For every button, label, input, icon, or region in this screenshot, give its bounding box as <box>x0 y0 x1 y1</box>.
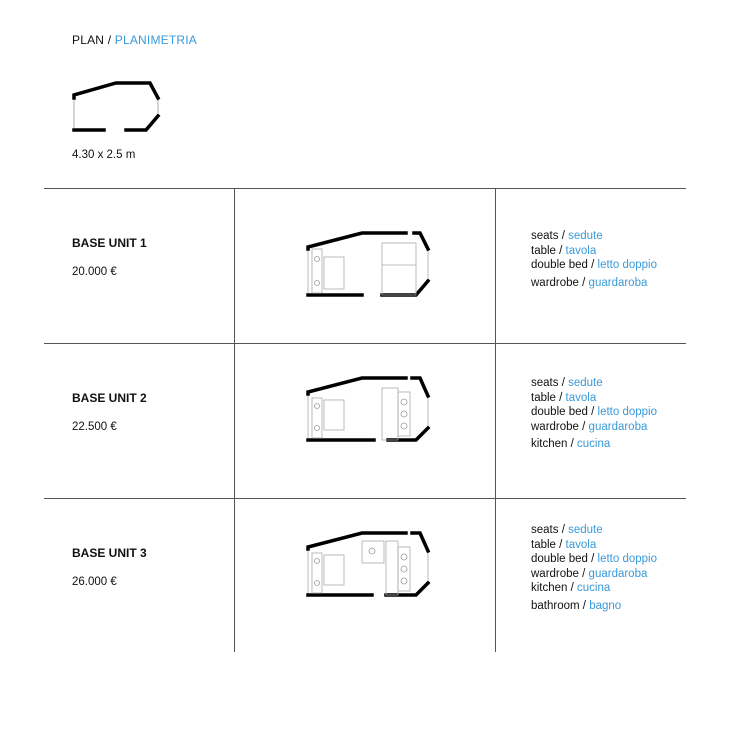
feature-item: table / tavola <box>531 391 597 404</box>
unit-name: BASE UNIT 1 <box>72 236 147 250</box>
feature-item: seats / sedute <box>531 524 603 536</box>
feature-item: double bed / letto doppio <box>531 553 657 565</box>
unit-row-1 <box>44 189 686 343</box>
unit-price: 20.000 € <box>72 266 117 278</box>
feature-item: wardrobe / guardaroba <box>531 567 648 580</box>
unit-name: BASE UNIT 2 <box>72 391 147 405</box>
feature-list <box>531 376 657 452</box>
feature-item: wardrobe / guardaroba <box>531 276 648 289</box>
feature-item: wardrobe / guardaroba <box>531 420 648 433</box>
feature-item: double bed / letto doppio <box>531 259 657 271</box>
feature-list <box>531 523 657 613</box>
page-title <box>72 33 197 47</box>
unit-price: 26.000 € <box>72 576 117 588</box>
feature-list <box>531 229 657 290</box>
feature-item: table / tavola <box>531 538 597 551</box>
unit-1-floor-plan <box>302 217 434 299</box>
feature-item: kitchen / cucina <box>531 438 611 450</box>
title-separator: / <box>104 33 115 47</box>
overall-floor-plan <box>70 78 162 134</box>
unit-3-floor-plan <box>302 527 434 609</box>
feature-item: table / tavola <box>531 244 597 257</box>
feature-item: seats / sedute <box>531 230 603 242</box>
unit-price: 22.500 € <box>72 421 117 433</box>
unit-name: BASE UNIT 3 <box>72 546 147 560</box>
title-italian: PLANIMETRIA <box>114 33 197 47</box>
feature-item: bathroom / bagno <box>531 599 622 612</box>
feature-item: seats / sedute <box>531 377 603 389</box>
plan-dimensions: 4.30 x 2.5 m <box>72 149 136 161</box>
feature-item: double bed / letto doppio <box>531 406 657 418</box>
unit-2-floor-plan <box>302 372 434 454</box>
title-english: PLAN <box>72 33 105 47</box>
feature-item: kitchen / cucina <box>531 582 611 594</box>
unit-row-2 <box>44 344 686 498</box>
unit-row-3 <box>44 499 686 653</box>
